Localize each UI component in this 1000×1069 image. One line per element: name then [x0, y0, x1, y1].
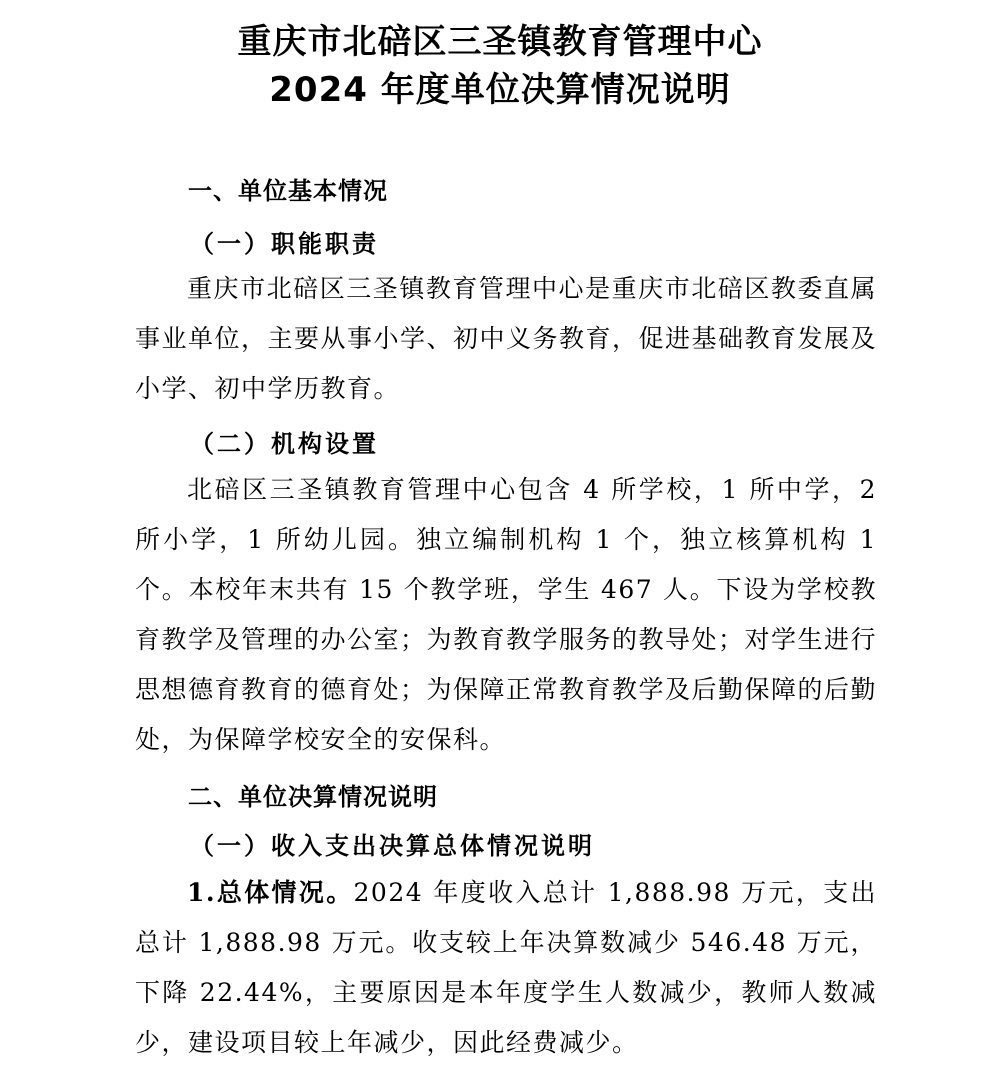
- section1-sub2-paragraph: 北碚区三圣镇教育管理中心包含 4 所学校，1 所中学，2 所小学，1 所幼儿园。独立编制机构 1 个，独立核算机构 1 个。本校年末共有 15 个教学班，学生 467 人。下设为学校教育教学及管理的办公室；为教育教学服务的教导处；对学生进行思想德育教育的德育处；为保障正常教育教学及后勤保障的后勤处，为保障学校安全的安保科。: [135, 475, 878, 754]
- document-title-line1: 重庆市北碚区三圣镇教育管理中心: [237, 22, 763, 62]
- section2-sub1-heading: （一）收入支出决算总体情况说明: [190, 831, 595, 860]
- overall-situation-text: 2024 年度收入总计 1,888.98 万元，支出总计 1,888.98 万元。收支较上年决算数减少 546.48 万元，下降 22.44%，主要原因是本年度学生人数减少，教师人数减少，建设项目较上年减少，因此经费减少。: [135, 878, 877, 1057]
- overall-situation-lead: 1.总体情况。: [187, 878, 354, 907]
- section2-heading: 二、单位决算情况说明: [188, 783, 438, 811]
- section1-heading: 一、单位基本情况: [188, 177, 388, 205]
- section1-sub1-paragraph: 重庆市北碚区三圣镇教育管理中心是重庆市北碚区教委直属事业单位，主要从事小学、初中义务教育，促进基础教育发展及小学、初中学历教育。: [135, 274, 878, 403]
- document-title-line2: 2024 年度单位决算情况说明: [269, 70, 731, 110]
- section2-sub1-paragraph: [135, 868, 877, 1068]
- section1-sub2-heading: （二）机构设置: [190, 429, 379, 458]
- section1-sub1-heading: （一）职能职责: [190, 229, 379, 258]
